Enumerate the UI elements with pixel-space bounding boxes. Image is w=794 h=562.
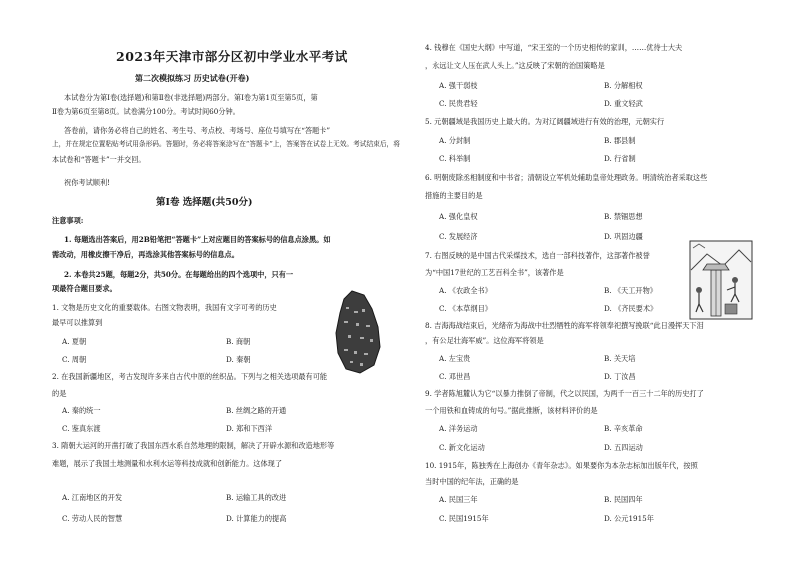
intro-line: 上，并在规定位置粘贴考试用条形码。答题时，务必将答案涂写在“答题卡”上，答案答在试卷上无效。考试结束后，将	[52, 140, 400, 148]
option-d: D. 秦朝	[226, 355, 251, 364]
option-b: B. 郡县制	[604, 136, 636, 145]
question-stem: 9. 学者陈旭麓认为它“以暴力推倒了帝制，代之以民国，为两千一百三十二年的历史打了	[425, 389, 704, 398]
exam-subtitle: 第二次模拟练习 历史试卷(开卷)	[135, 73, 250, 83]
question-stem: 措施的主要目的是	[425, 191, 483, 200]
option-c: C. 新文化运动	[439, 443, 485, 452]
notes-line: 需改动，用橡皮擦干净后，再选涂其他答案标号的信息点。	[52, 250, 239, 259]
question-stem: 1. 文物是历史文化的重要载体。右图文物表明，我国有文字可考的历史	[52, 303, 277, 312]
exam-title: 2023年天津市部分区初中学业水平考试	[116, 49, 348, 64]
question-stem: ，有公足壮海军威”。这位海军将领是	[425, 336, 544, 345]
option-d: D. 公元1915年	[604, 514, 654, 523]
question-stem: 4. 钱穆在《国史大纲》中写道，“宋王室的一个历史相传的家训，……优待士大夫	[425, 43, 683, 52]
option-d: D. 计算能力的提高	[226, 514, 287, 523]
option-c: C. 鉴真东渡	[62, 424, 101, 433]
option-b: B. 关天培	[604, 354, 636, 363]
option-d: D. 重文轻武	[604, 99, 643, 108]
question-stem: ，永远让文人压在武人头上。”这反映了宋朝的治国策略是	[425, 61, 605, 70]
question-stem: 6. 明朝废除丞相制度和中书省；清朝设立军机处辅助皇帝处理政务。明清统治者采取这些	[425, 173, 708, 182]
intro-line: 答卷前，请你务必将自己的姓名、考生号、考点校、考场号、座位号填写在“答题卡”	[64, 126, 331, 135]
option-b: B. 辛亥革命	[604, 424, 643, 433]
question-stem: 的是	[52, 389, 67, 398]
question-stem: 3. 隋朝大运河的开凿打破了我国东西水系自然地理的限制，解决了开辟水源和改造地形等	[52, 441, 335, 450]
intro-line: 本试卷和“答题卡”一并交回。	[52, 155, 146, 164]
option-a: A. 江南地区的开发	[62, 493, 123, 502]
notes-line: 2. 本卷共25题，每题2分，共50分。在每题给出的四个选项中，只有一	[64, 270, 294, 279]
question-stem: 5. 元朝疆域是我国历史上最大的。为对辽阔疆域进行有效的治理，元朝实行	[425, 117, 665, 126]
option-d: D. 行省制	[604, 154, 636, 163]
option-b: B. 商朝	[226, 337, 251, 346]
option-a: A. 分封制	[439, 136, 471, 145]
question-stem: 难题，展示了我国土地测量和水利水运等科技成就和创新能力。这体现了	[52, 459, 283, 468]
option-a: A. 民国三年	[439, 495, 478, 504]
question-stem: 当时中国的纪年法，正确的是	[425, 477, 519, 486]
option-d: D. 丁汝昌	[604, 372, 636, 381]
option-b: B. 民国四年	[604, 495, 643, 504]
right-column	[397, 0, 794, 562]
option-a: A. 秦的统一	[62, 406, 101, 415]
question-stem: 为“中国17世纪的工艺百科全书”，该著作是	[425, 268, 564, 277]
intro-line: Ⅱ卷为第6页至第8页。试卷满分100分。考试时间60分钟。	[52, 107, 240, 116]
option-a: A. 强化皇权	[439, 212, 478, 221]
option-d: D. 巩固边疆	[604, 232, 643, 241]
option-c: C. 《本草纲目》	[439, 304, 492, 313]
option-a: A. 夏朝	[62, 337, 87, 346]
option-d: D. 郑和下西洋	[226, 424, 273, 433]
option-c: C. 周朝	[62, 355, 87, 364]
option-d: D. 《齐民要术》	[604, 304, 658, 313]
oracle-bone-image	[334, 289, 384, 375]
option-b: B. 运输工具的改进	[226, 493, 287, 502]
option-c: C. 民贵君轻	[439, 99, 478, 108]
option-a: A. 强干弱枝	[439, 81, 478, 90]
option-b: B. 分解相权	[604, 81, 643, 90]
option-a: A. 洋务运动	[439, 424, 478, 433]
coal-mining-illustration	[689, 240, 753, 320]
notes-line: 项最符合题目要求。	[52, 284, 117, 293]
option-c: C. 发展经济	[439, 232, 478, 241]
notes-label: 注意事项:	[52, 216, 84, 225]
section-heading: 第Ⅰ卷 选择题(共50分)	[156, 197, 253, 208]
option-c: C. 民国1915年	[439, 514, 489, 523]
option-a: A. 《农政全书》	[439, 286, 492, 295]
option-c: C. 邓世昌	[439, 372, 471, 381]
notes-line: 1. 每题选出答案后，用2B铅笔把“答题卡”上对应题目的答案标号的信息点涂黑。如	[64, 235, 331, 244]
question-stem: 8. 吉海海战结束后，光绪帝为海战中壮烈牺牲的海军将领奉祀撰写挽联“此日漫挥天下泪	[425, 321, 704, 330]
question-stem: 最早可以推算到	[52, 318, 103, 327]
intro-line: 本试卷分为第Ⅰ卷(选择题)和第Ⅱ卷(非选择题)两部分。第Ⅰ卷为第1页至第5页，第	[64, 93, 318, 102]
option-d: D. 五四运动	[604, 443, 643, 452]
question-stem: 2. 在我国新疆地区，考古发现许多来自古代中原的丝织品。下列与之相关选项最有可能	[52, 372, 328, 381]
question-stem: 7. 右图反映的是中国古代采煤技术，选自一部科技著作，这部著作被誉	[425, 251, 650, 260]
intro-line: 祝你考试顺利!	[64, 178, 111, 187]
option-a: A. 左宝贵	[439, 354, 471, 363]
option-b: B. 禁锢思想	[604, 212, 643, 221]
option-b: B. 丝绸之路的开通	[226, 406, 287, 415]
option-c: C. 劳动人民的智慧	[62, 514, 123, 523]
option-b: B. 《天工开物》	[604, 286, 657, 295]
question-stem: 一个用铁和血铸成的句号。”据此推断，该材料评价的是	[425, 406, 598, 415]
question-stem: 10. 1915年，陈独秀在上海创办《青年杂志》。如果要你为本杂志标加出版年代，按照	[425, 461, 698, 470]
option-c: C. 科举制	[439, 154, 471, 163]
